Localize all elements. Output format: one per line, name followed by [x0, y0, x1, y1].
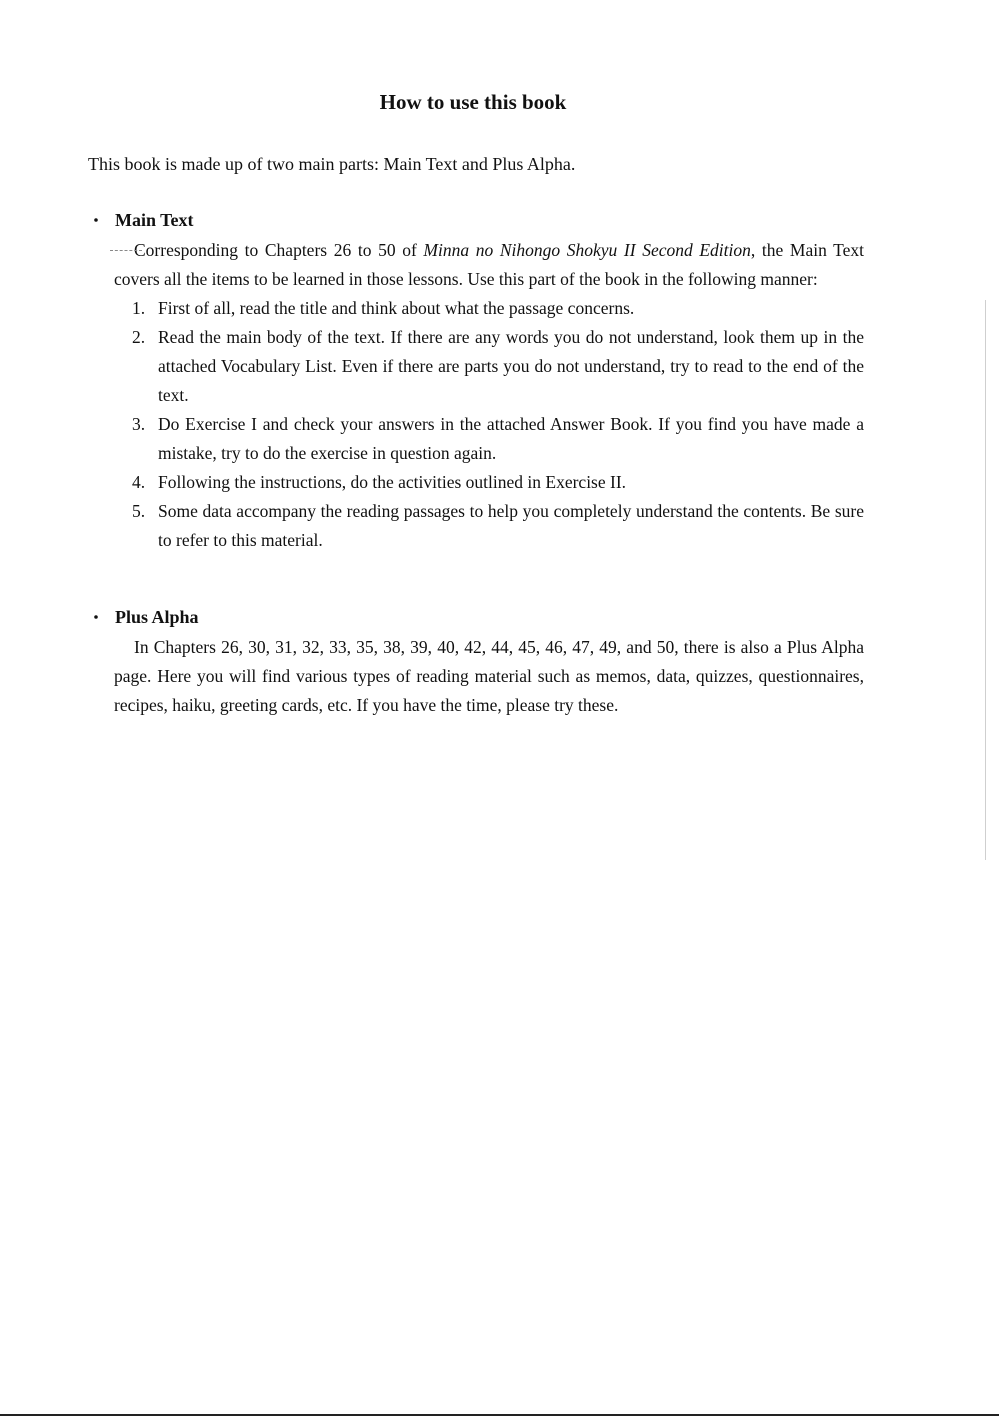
- step-text: Following the instructions, do the activities outlined in Exercise II.: [158, 472, 627, 492]
- step-number: 5.: [132, 501, 146, 521]
- page-title: How to use this book: [379, 90, 567, 114]
- bottom-rule: [0, 1414, 999, 1416]
- section-heading-row: [88, 206, 864, 236]
- paragraph-text-start: Corresponding to Chapters 26 to 50 of: [134, 240, 424, 260]
- step-number: 1.: [132, 298, 146, 318]
- list-item: [132, 323, 864, 410]
- steps-list: [132, 294, 864, 555]
- section-heading: Plus Alpha: [115, 607, 199, 627]
- scan-edge-line: [985, 300, 986, 860]
- section-paragraph: In Chapters 26, 30, 31, 32, 33, 35, 38, 39, 40, 42, 44, 45, 46, 47, 49, and 50, there is also a Plus Alpha page. Here you will find various types of reading material such as memos, data, quizzes, questionnaires, recipes, haiku, greeting cards, etc. If you have the time, please try these.: [114, 637, 864, 715]
- step-text: First of all, read the title and think about what the passage concerns.: [158, 298, 635, 318]
- step-text: Do Exercise I and check your answers in the attached Answer Book. If you find you have made a mistake, try to do the exercise in question again.: [158, 414, 864, 463]
- section-paragraph: [114, 236, 864, 294]
- list-item: [132, 410, 864, 468]
- section-main-text: [88, 206, 864, 555]
- step-number: 2.: [132, 327, 146, 347]
- list-item: [132, 497, 864, 555]
- dash-rule: [110, 250, 142, 251]
- section-plus-alpha: [88, 603, 864, 720]
- bullet-icon: ・: [88, 213, 105, 230]
- book-title-italic: Minna no Nihongo Shokyu II Second Edition: [423, 240, 751, 260]
- bullet-icon: ・: [88, 610, 105, 627]
- section-heading-row: [88, 603, 864, 633]
- intro-paragraph: This book is made up of two main parts: Main Text and Plus Alpha.: [88, 154, 576, 174]
- list-item: [132, 468, 864, 497]
- step-text: Some data accompany the reading passages to help you completely understand the contents. Be sure to refer to this material.: [158, 501, 864, 550]
- list-item: [132, 294, 864, 323]
- paragraph-text-end: , the Main Text covers all the items to be learned in those lessons. Use this part of the book in the following manner:: [114, 240, 864, 289]
- step-number: 4.: [132, 472, 146, 492]
- step-number: 3.: [132, 414, 146, 434]
- step-text: Read the main body of the text. If there are any words you do not understand, look them up in the attached Vocabulary List. Even if there are parts you do not understand, try to read to the end of the text.: [158, 327, 864, 405]
- section-heading: Main Text: [115, 210, 194, 230]
